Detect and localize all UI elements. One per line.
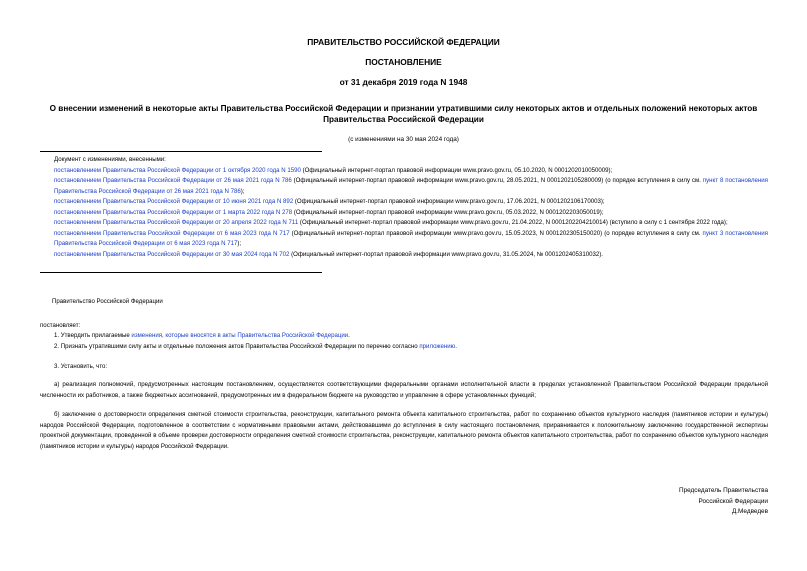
amendment-text: (Официальный интернет-портал правовой информации www.pravo.gov.ru, 21.04.2022, N 0001202204210014) (вступило в силу с 1 сентября 2022 года); [298, 219, 728, 226]
signature-country: Российской Федерации [698, 497, 768, 505]
document-subject: О внесении изменений в некоторые акты Правительства Российской Федерации и признании утратившими силу некоторых актов и отдельных положений некоторых актов Правительства Российской Федерации [49, 104, 758, 124]
amendment-item [40, 218, 768, 229]
amendment-link[interactable]: постановлением Правительства Российской Федерации от 20 апреля 2022 года N 711 [54, 219, 299, 226]
amendments-intro: Документ с изменениями, внесенными: [54, 156, 166, 163]
paragraph-2 [54, 342, 457, 353]
amendment-effect-link[interactable]: пункт 3 постановления Правительства Российской Федерации от 6 мая 2023 года N 717 [54, 229, 768, 247]
amendment-text: (Официальный интернет-портал правовой информации www.pravo.gov.ru, 17.06.2021, N 0001202106170003); [293, 198, 605, 205]
edition-note: (с изменениями на 30 мая 2024 года) [348, 136, 459, 143]
amendments-bottom-divider [40, 272, 322, 273]
amendment-link[interactable]: постановлением Правительства Российской Федерации от 30 мая 2024 года N 702 [54, 250, 290, 258]
amendment-text-tail: ); [237, 240, 242, 247]
amendment-link[interactable]: постановлением Правительства Российской Федерации от 1 октября 2020 года N 1590 [54, 166, 301, 174]
paragraph-2-text: 2. Признать утратившими силу акты и отдельные положения актов Правительства Российской Федерации по перечню согласно [54, 343, 420, 350]
amendment-item [40, 197, 768, 208]
amendment-text: (Официальный интернет-портал правовой информации www.pravo.gov.ru, 05.10.2020, N 0001202010050009); [300, 166, 613, 174]
amendments-block [40, 155, 768, 260]
signature-title: Председатель Правительства [679, 487, 768, 494]
amendment-text: (Официальный интернет-портал правовой информации www.pravo.gov.ru, 28.05.2021, N 0001202105280009) (о порядке вступления в силу см. [291, 177, 703, 184]
date-number-heading: от 31 декабря 2019 года N 1948 [339, 77, 468, 87]
doc-type-heading: ПОСТАНОВЛЕНИЕ [365, 57, 442, 67]
appendix-link[interactable]: приложению [419, 343, 456, 350]
authority-heading: ПРАВИТЕЛЬСТВО РОССИЙСКОЙ ФЕДЕРАЦИИ [307, 37, 500, 47]
amendment-item [40, 229, 768, 250]
amendment-link[interactable]: постановлением Правительства Российской Федерации от 10 июня 2021 года N 892 [54, 198, 294, 205]
amendments-top-divider [40, 151, 322, 152]
amendment-text: (Официальный интернет-портал правовой информации www.pravo.gov.ru, 31.05.2024, № 0001202405310032). [289, 250, 603, 258]
paragraph-3: 3. Установить, что: [54, 363, 108, 370]
amendment-item [40, 208, 768, 219]
paragraph-3a: а) реализация полномочий, предусмотренных настоящим постановлением, осуществляется соответствующими федеральными органами исполнительной власти в пределах установленной Правительством Российской Федерации предельной численности их работников, а также бюджетных ассигнований, предусмотренных им в федеральном бюджете на руководство и управление в сфере установленных функций; [40, 381, 768, 399]
amendment-item [40, 176, 768, 197]
amendment-text-tail: ); [240, 187, 245, 195]
paragraph-1 [54, 331, 350, 342]
amendment-text: (Официальный интернет-портал правовой информации www.pravo.gov.ru, 15.05.2023, N 0001202305150020) (о порядке вступления в силу см. [289, 229, 703, 237]
amendment-link[interactable]: постановлением Правительства Российской Федерации от 26 мая 2021 года N 786 [54, 177, 292, 184]
changes-link[interactable]: изменения, которые вносятся в акты Правительства Российской Федерации [131, 332, 349, 339]
paragraph-2-end: . [455, 343, 457, 350]
resolves-line: постановляет: [40, 322, 81, 329]
amendment-link[interactable]: постановлением Правительства Российской Федерации от 1 марта 2022 года N 278 [54, 208, 293, 216]
amendment-item [40, 166, 768, 177]
paragraph-3b: б) заключение о достоверности определения сметной стоимости строительства, реконструкции, капитального ремонта объекта капитального строительства, работ по сохранению объектов культурного наследия (памятников истории и культуры) народов Российской Федерации, подготовленное в соответствии с нормативными правовыми актами, действовавшими до вступления в силу настоящего постановления, приравнивается к положительному заключению государственной экспертизы проектной документации, проведенной в объеме проверки достоверности определения сметной стоимости строительства, реконструкции, капитального ремонта объектов капитального строительства, работ по сохранению объектов культурного наследия (памятников истории и культуры) народов Российской Федерации. [40, 411, 768, 450]
paragraph-1-text: 1. Утвердить прилагаемые [54, 332, 132, 339]
signature-block [679, 486, 768, 518]
amendment-item [40, 250, 768, 261]
government-line: Правительство Российской Федерации [52, 298, 163, 305]
signature-name: Д.Медведев [731, 508, 768, 515]
amendment-effect-link[interactable]: пункт 8 постановления Правительства Российской Федерации от 26 мая 2021 года N 786 [54, 177, 768, 195]
paragraph-1-end: . [348, 332, 350, 339]
amendment-text: (Официальный интернет-портал правовой информации www.pravo.gov.ru, 05.03.2022, N 0001202203050019); [292, 208, 604, 216]
amendment-link[interactable]: постановлением Правительства Российской Федерации от 6 мая 2023 года N 717 [54, 229, 290, 237]
